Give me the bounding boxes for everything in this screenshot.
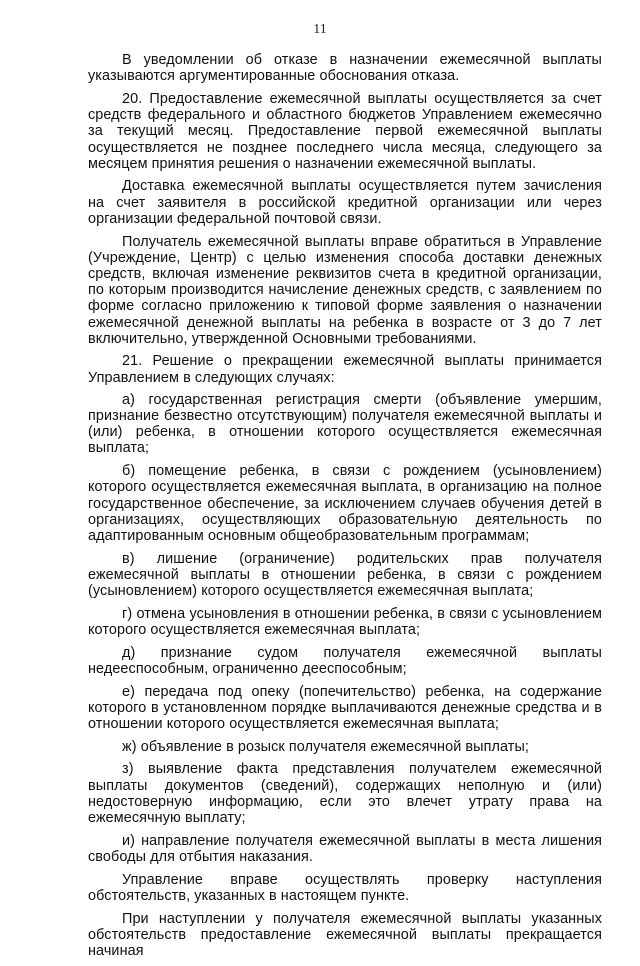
paragraph-item-20: 20. Предоставление ежемесячной выплаты осуществляется за счет средств федерального и областного бюджетов Управлением ежемесячно за текущий месяц. Предоставление первой ежемесячной выплаты осуществляется не позднее последнего числа месяца, следующего за месяцем принятия решения о назначении ежемесячной выплаты. [88,90,602,172]
list-item-e: е) передача под опеку (попечительство) ребенка, на содержание которого в установленном порядке выплачиваются денежные средства и в отношении которого осуществляется ежемесячная выплата; [88,683,602,733]
list-item-zh: ж) объявление в розыск получателя ежемесячной выплаты; [122,738,530,755]
document-body [88,52,602,966]
paragraph-refusal-notice: В уведомлении об отказе в назначении ежемесячной выплаты указываются аргументированные обоснования отказа. [88,52,602,85]
page-number: 11 [313,22,327,37]
paragraph-termination: При наступлении у получателя ежемесячной выплаты указанных обстоятельств предоставление ежемесячной выплаты прекращается начиная [88,910,602,959]
list-item-d: д) признание судом получателя ежемесячной выплаты недееспособным, ограниченно дееспособным; [88,644,602,677]
list-item-v: в) лишение (ограничение) родительских прав получателя ежемесячной выплаты в отношении ребенка, в связи с рождением (усыновлением) которого осуществляется ежемесячная выплата; [88,550,602,600]
paragraph-change-delivery: Получатель ежемесячной выплаты вправе обратиться в Управление (Учреждение, Центр) с целью изменения способа доставки денежных средств, включая изменение реквизитов счета в кредитной организации, по которым производится начисление денежных средств, с заявлением по форме согласно приложению к типовой форме заявления о назначении ежемесячной денежной выплаты на ребенка в возрасте от 3 до 7 лет включительно, утвержденной Основными требованиями. [88,233,602,347]
paragraph-verification: Управление вправе осуществлять проверку наступления обстоятельств, указанных в настоящем пункте. [88,871,602,904]
list-item-a: а) государственная регистрация смерти (объявление умершим, признание безвестно отсутствующим) получателя ежемесячной выплаты и (или) ребенка, в отношении которого осуществляется ежемесячная выплата; [88,391,602,457]
paragraph-delivery: Доставка ежемесячной выплаты осуществляется путем зачисления на счет заявителя в российской кредитной организации или через организации федеральной почтовой связи. [88,178,602,227]
list-item-b: б) помещение ребенка, в связи с рождением (усыновлением) которого осуществляется ежемесячная выплата, в организацию на полное государственное обеспечение, за исключением случаев обучения детей в организациях, осуществляющих образовательную деятельность по адаптированным основным общеобразовательным программам; [88,463,602,544]
list-item-z: з) выявление факта представления получателем ежемесячной выплаты документов (сведений), содержащих неполную и (или) недостоверную информацию, если это влечет утрату права на ежемесячную выплату; [88,761,602,827]
list-item-i: и) направление получателя ежемесячной выплаты в места лишения свободы для отбытия наказания. [88,832,602,865]
list-item-g: г) отмена усыновления в отношении ребенка, в связи с усыновлением которого осуществляется ежемесячная выплата; [88,605,602,638]
paragraph-item-21: 21. Решение о прекращении ежемесячной выплаты принимается Управлением в следующих случаях: [88,353,602,386]
